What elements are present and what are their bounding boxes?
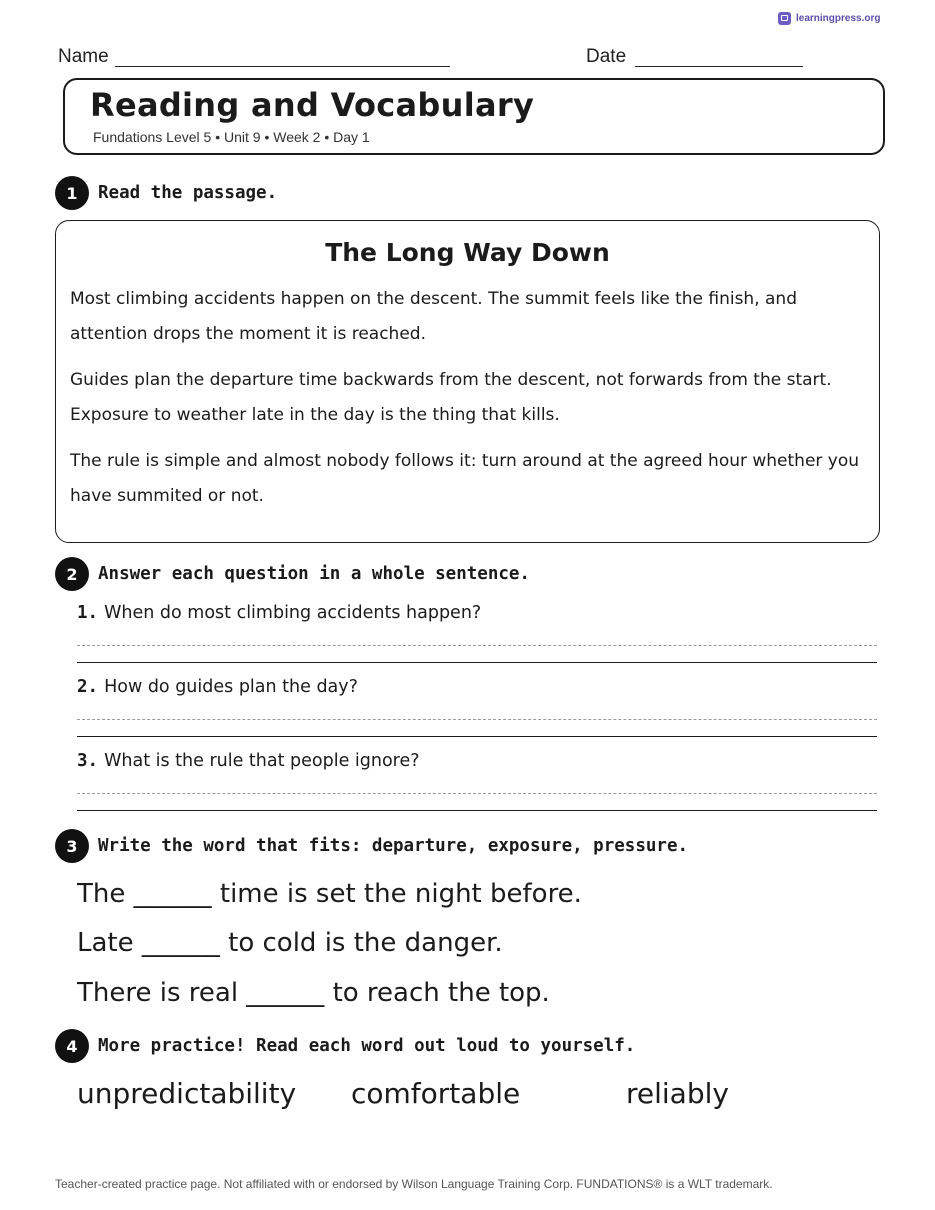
section-number-1: 1: [55, 176, 89, 210]
answer-line-1[interactable]: [77, 662, 877, 663]
section-number-3: 3: [55, 829, 89, 863]
name-field[interactable]: [115, 66, 450, 67]
footer-disclaimer: Teacher-created practice page. Not affiliated with or endorsed by Wilson Language Training Corp. FUNDATIONS® is a WLT trademark.: [55, 1177, 773, 1191]
brand-text: learningpress.org: [796, 13, 881, 24]
question-number: 2.: [77, 677, 99, 697]
question-1: [77, 603, 481, 623]
passage-paragraph: Guides plan the departure time backwards from the descent, not forwards from the start. Exposure to weather late in the day is the thing that kills.: [70, 370, 832, 425]
practice-word-2: comfortable: [351, 1077, 521, 1110]
question-text: What is the rule that people ignore?: [104, 751, 420, 771]
page-title: Reading and Vocabulary: [90, 86, 535, 124]
question-text: When do most climbing accidents happen?: [104, 603, 482, 623]
answer-guide-line: [77, 645, 877, 646]
date-label: Date: [586, 46, 627, 67]
brand-logo: [778, 12, 880, 25]
section-instruction-3: Write the word that fits: departure, exposure, pressure.: [98, 836, 689, 856]
practice-word-3: reliably: [626, 1077, 729, 1110]
question-2: [77, 677, 358, 697]
question-text: How do guides plan the day?: [104, 677, 358, 697]
answer-guide-line: [77, 719, 877, 720]
question-3: [77, 751, 420, 771]
section-instruction-4: More practice! Read each word out loud to yourself.: [98, 1036, 636, 1056]
passage-paragraph: The rule is simple and almost nobody follows it: turn around at the agreed hour whether you have summited or not.: [70, 451, 860, 506]
name-label: Name: [58, 46, 109, 67]
section-number-4: 4: [55, 1029, 89, 1063]
question-number: 3.: [77, 751, 99, 771]
answer-line-3[interactable]: [77, 810, 877, 811]
answer-guide-line: [77, 793, 877, 794]
fill-in-sentence-2: Late ______ to cold is the danger.: [77, 928, 503, 958]
fill-in-sentence-3: There is real ______ to reach the top.: [77, 978, 550, 1008]
section-number-2: 2: [55, 557, 89, 591]
fill-in-sentence-1: The ______ time is set the night before.: [77, 879, 582, 909]
date-field[interactable]: [635, 66, 803, 67]
question-number: 1.: [77, 603, 99, 623]
answer-line-2[interactable]: [77, 736, 877, 737]
section-instruction-2: Answer each question in a whole sentence.: [98, 564, 530, 584]
page-subtitle: Fundations Level 5 • Unit 9 • Week 2 • Day 1: [93, 129, 370, 145]
practice-word-1: unpredictability: [77, 1077, 297, 1110]
book-icon: [778, 12, 791, 25]
passage-paragraph: Most climbing accidents happen on the descent. The summit feels like the finish, and attention drops the moment it is reached.: [70, 289, 797, 344]
section-instruction-1: Read the passage.: [98, 183, 278, 203]
passage-title: The Long Way Down: [325, 238, 610, 267]
